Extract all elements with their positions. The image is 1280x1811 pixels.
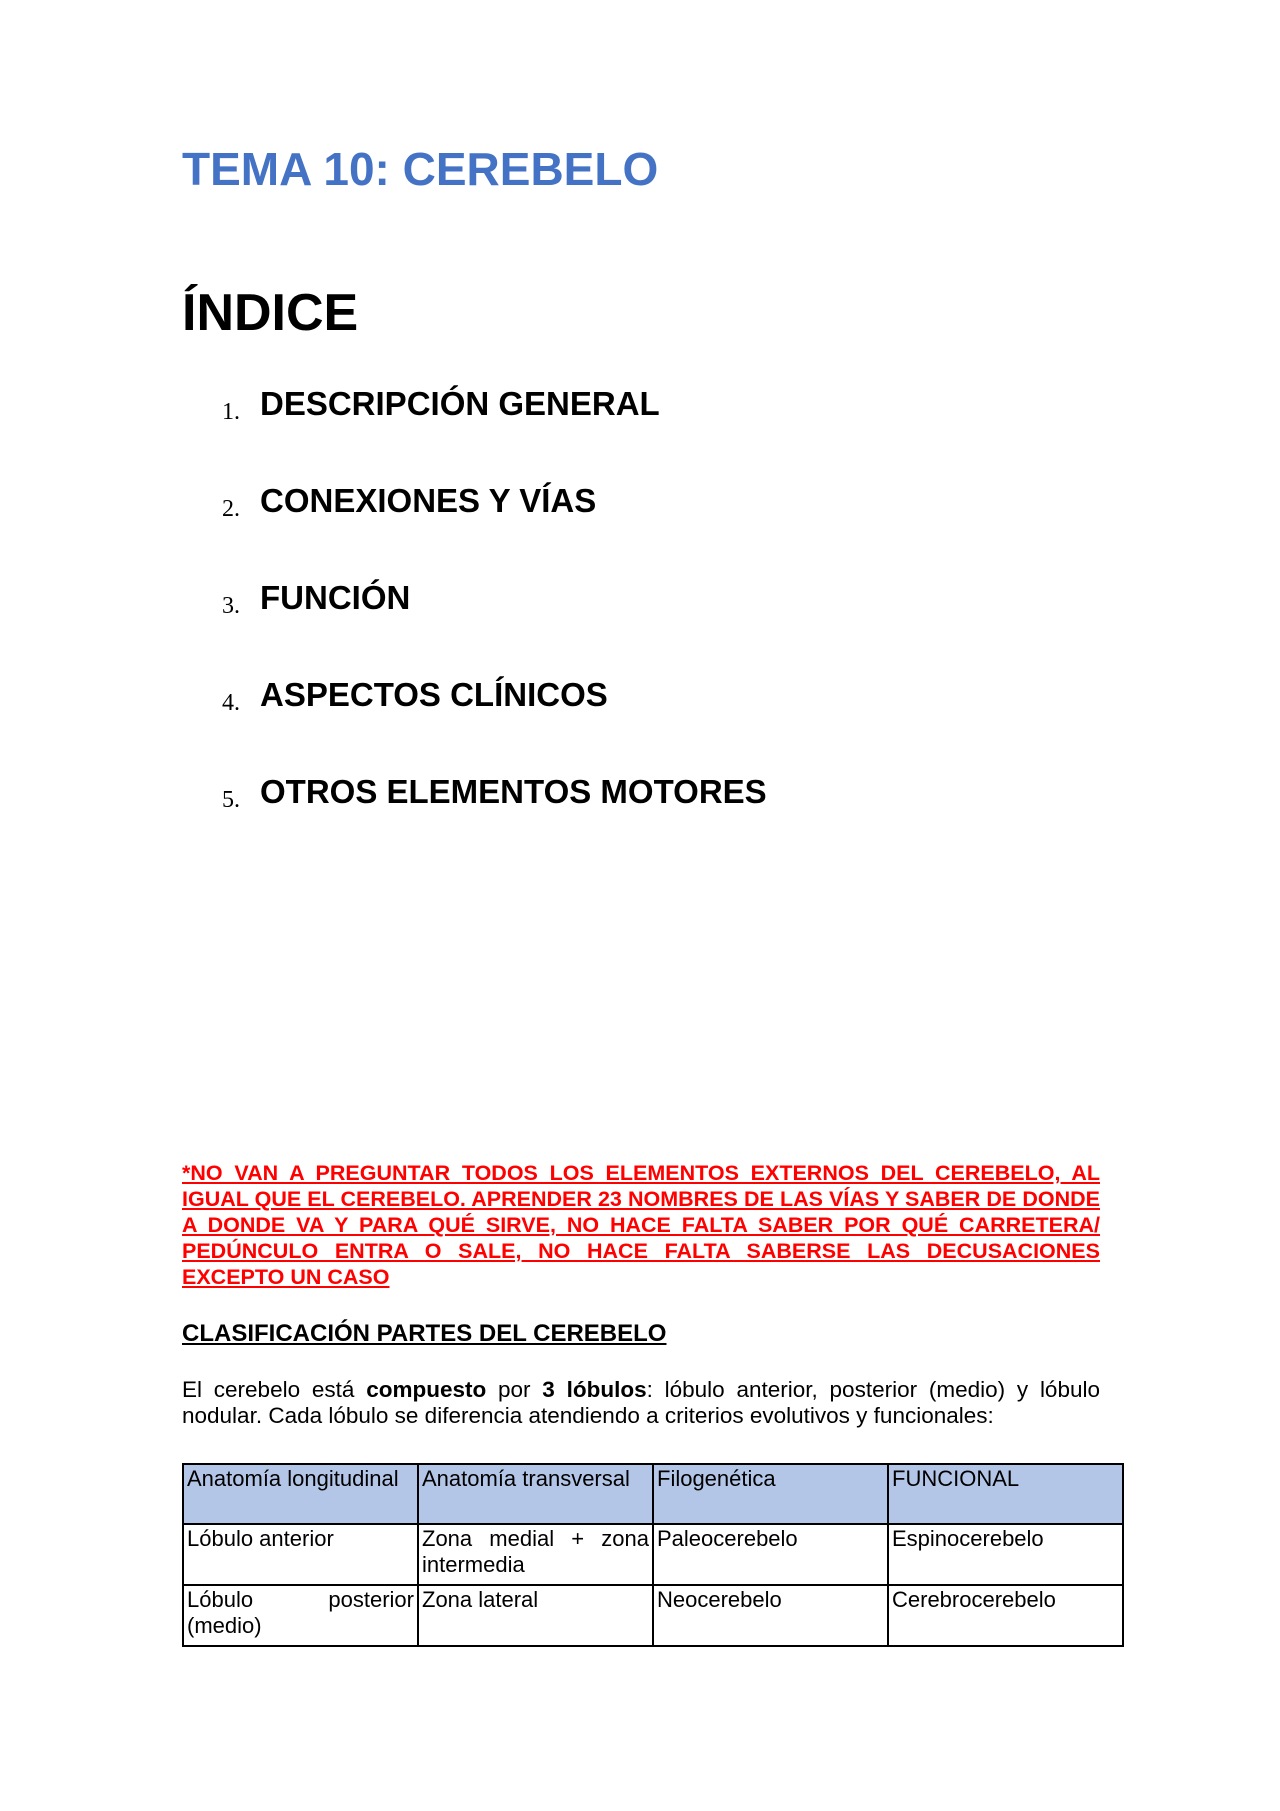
intro-text: : lóbulo anterior, posterior (medio) y lóbulo nodular. Cada lóbulo se diferencia atendiendo a criterios evolutivos y funcionales:: [182, 1377, 1100, 1428]
intro-paragraph: [182, 1377, 1100, 1429]
table-cell: Espinocerebelo: [888, 1524, 1123, 1585]
intro-text: El cerebelo está: [182, 1377, 367, 1402]
index-item: [182, 773, 1082, 870]
table-cell: Neocerebelo: [653, 1585, 888, 1646]
table-header-cell: Anatomía longitudinal: [183, 1464, 418, 1524]
table-header-cell: Filogenética: [653, 1464, 888, 1524]
index-item-label: ASPECTOS CLÍNICOS: [260, 676, 608, 713]
index-item-label: CONEXIONES Y VÍAS: [260, 482, 597, 519]
index-list: [182, 385, 1082, 870]
table-header-cell: Anatomía transversal: [418, 1464, 653, 1524]
index-item: [182, 676, 1082, 773]
index-item-number: 3.: [222, 593, 240, 619]
table-cell: Lóbulo anterior: [183, 1524, 418, 1585]
index-item-number: 1.: [222, 399, 240, 425]
index-item-number: 5.: [222, 787, 240, 813]
index-item: [182, 482, 1082, 579]
table-header-cell: FUNCIONAL: [888, 1464, 1123, 1524]
index-item-number: 4.: [222, 690, 240, 716]
intro-text: por: [486, 1377, 543, 1402]
table-cell: Zona medial + zona intermedia: [418, 1524, 653, 1585]
index-heading: ÍNDICE: [182, 284, 359, 342]
document-title: TEMA 10: CEREBELO: [182, 143, 659, 195]
intro-bold-text: 3 lóbulos: [542, 1377, 647, 1402]
index-item-number: 2.: [222, 496, 240, 522]
index-item-label: DESCRIPCIÓN GENERAL: [260, 385, 660, 422]
intro-bold-text: compuesto: [366, 1377, 487, 1402]
exam-warning-note: *NO VAN A PREGUNTAR TODOS LOS ELEMENTOS EXTERNOS DEL CEREBELO, AL IGUAL QUE EL CEREBELO. APRENDER 23 NOMBRES DE LAS VÍAS Y SABER DE DONDE A DONDE VA Y PARA QUÉ SIRVE, NO HACE FALTA SABER POR QUÉ CARRETERA/ PEDÚNCULO ENTRA O SALE, NO HACE FALTA SABERSE LAS DECUSACIONES EXCEPTO UN CASO: [182, 1161, 1100, 1289]
index-item-label: OTROS ELEMENTOS MOTORES: [260, 773, 767, 810]
cerebellum-classification-table: [182, 1463, 1124, 1647]
table-cell: Zona lateral: [418, 1585, 653, 1646]
table-header-row: [183, 1464, 1123, 1524]
section-heading: CLASIFICACIÓN PARTES DEL CEREBELO: [182, 1320, 667, 1347]
table-cell: Cerebrocerebelo: [888, 1585, 1123, 1646]
table-cell: Paleocerebelo: [653, 1524, 888, 1585]
index-item-label: FUNCIÓN: [260, 579, 411, 616]
index-item: [182, 579, 1082, 676]
table-cell: Lóbulo posterior (medio): [183, 1585, 418, 1646]
table-row: [183, 1585, 1123, 1646]
table-row: [183, 1524, 1123, 1585]
index-item: [182, 385, 1082, 482]
